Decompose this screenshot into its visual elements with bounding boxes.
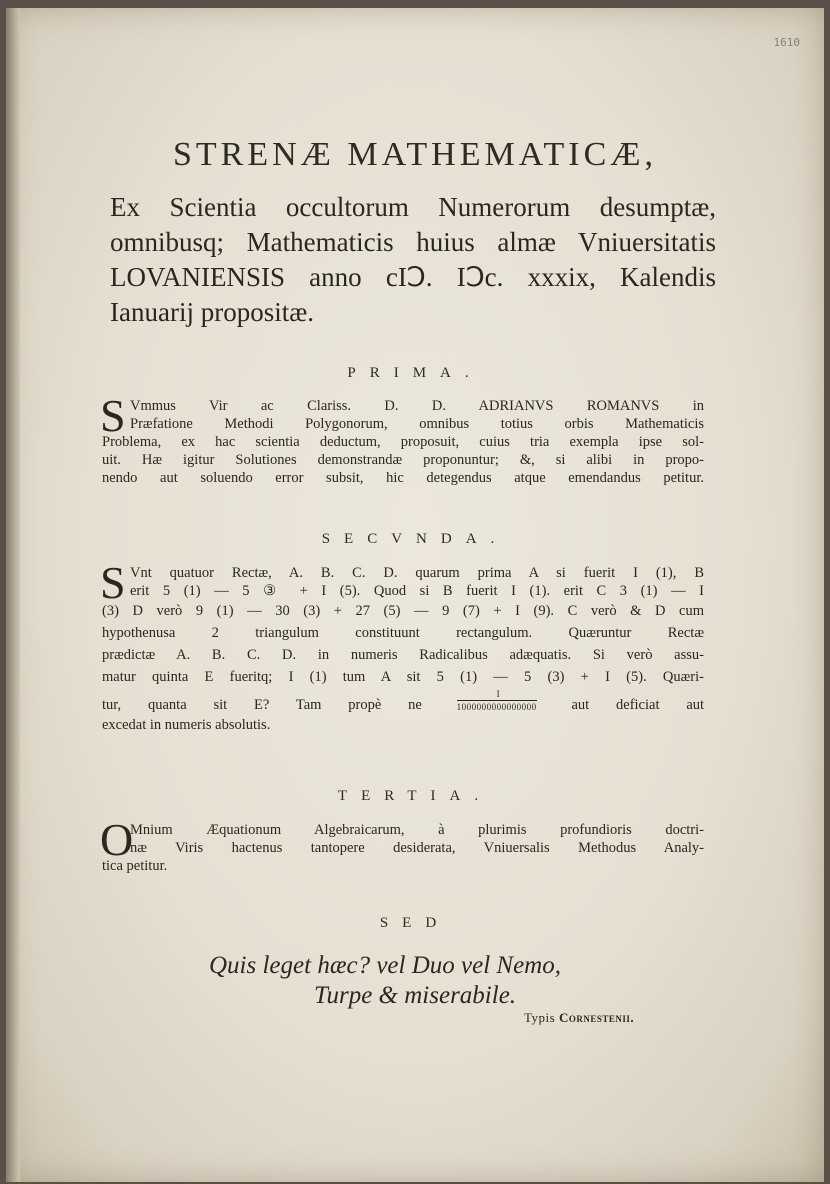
text-line: uit. Hæ igitur Solutiones demonstrandæ proponuntur; &, si alibi in propo- <box>102 452 704 468</box>
heading-tertia: TERTIA. <box>337 788 493 804</box>
text-line: Vnt quatuor Rectæ, A. B. C. D. quarum prima A si fuerit I (1), B <box>130 565 704 581</box>
text-fragment: tur, quanta sit E? Tam propè ne <box>102 697 422 713</box>
text-line: Problema, ex hac scientia deductum, proposuit, cuius tria exempla ipse sol- <box>102 434 704 450</box>
dropcap-letter: S <box>100 557 126 608</box>
book-page <box>6 8 824 1182</box>
text-line: næ Viris hactenus tantopere desiderata, Vniuersalis Methodus Analy- <box>130 840 704 856</box>
text-line: nendo aut soluendo error subsit, hic detegendus atque emendandus petitur. <box>102 470 704 486</box>
text-line: matur quinta E fueritq; I (1) tum A sit 5 (1) — 5 (3) + I (5). Quæri- <box>102 669 704 685</box>
text-line: (3) D verò 9 (1) — 30 (3) + 27 (5) — 9 (7) + I (9). C verò & D cum <box>102 603 704 619</box>
fraction-numerator: I <box>496 688 501 699</box>
section-secunda <box>100 557 705 734</box>
motto-line: Turpe & miserabile. <box>313 982 517 1009</box>
fraction-denominator: 1000000000000000 <box>456 701 537 712</box>
motto-line: Quis leget hæc? vel Duo vel Nemo, <box>209 952 561 979</box>
subtitle-line: Ex Scientia occultorum Numerorum desumptæ, <box>110 192 716 222</box>
dropcap-letter: O <box>100 814 134 865</box>
printer-name: Cornestenii. <box>558 1010 635 1025</box>
heading-sed: SED <box>379 915 451 931</box>
page-subtitle <box>110 190 716 330</box>
text-line: Mnium Æquationum Algebraicarum, à plurimis profundioris doctri- <box>130 822 704 838</box>
text-line: excedat in numeris absolutis. <box>102 717 271 733</box>
subtitle-line: LOVANIENSIS anno cIↃ. IↃc. xxxix, Kalendis <box>110 262 716 292</box>
subtitle-line: omnibusq; Mathematicis huius almæ Vniuersitatis <box>110 227 716 257</box>
text-line: hypothenusa 2 triangulum constituunt rectangulum. Quæruntur Rectæ <box>102 625 704 641</box>
text-line: tica petitur. <box>102 858 168 874</box>
text-line: Vmmus Vir ac Clariss. D. D. ADRIANVS ROMANVS in <box>130 398 704 414</box>
text-fragment: aut deficiat aut <box>571 697 705 713</box>
section-tertia <box>100 814 704 875</box>
page-title: STRENÆ MATHEMATICÆ, <box>172 136 658 173</box>
section-prima <box>100 390 704 487</box>
dropcap-letter: S <box>100 390 126 441</box>
text-line: prædictæ A. B. C. D. in numeris Radicalibus adæquatis. Si verò assu- <box>102 647 704 663</box>
heading-secunda: SECVNDA. <box>321 531 509 547</box>
text-line-with-fraction <box>102 688 705 716</box>
heading-prima: PRIMA. <box>347 365 483 381</box>
subtitle-line: Ianuarij propositæ. <box>110 297 314 327</box>
printer-imprint <box>524 1010 634 1026</box>
text-line: erit 5 (1) — 5 ③ + I (5). Quod si B fuerit I (1). erit C 3 (1) — I <box>130 583 704 599</box>
printer-prefix: Typis <box>524 1010 556 1025</box>
text-line: Præfatione Methodi Polygonorum, omnibus totius orbis Mathematicis <box>130 416 704 432</box>
fraction <box>456 688 537 712</box>
corner-pencil-mark: 1610 <box>773 36 800 49</box>
